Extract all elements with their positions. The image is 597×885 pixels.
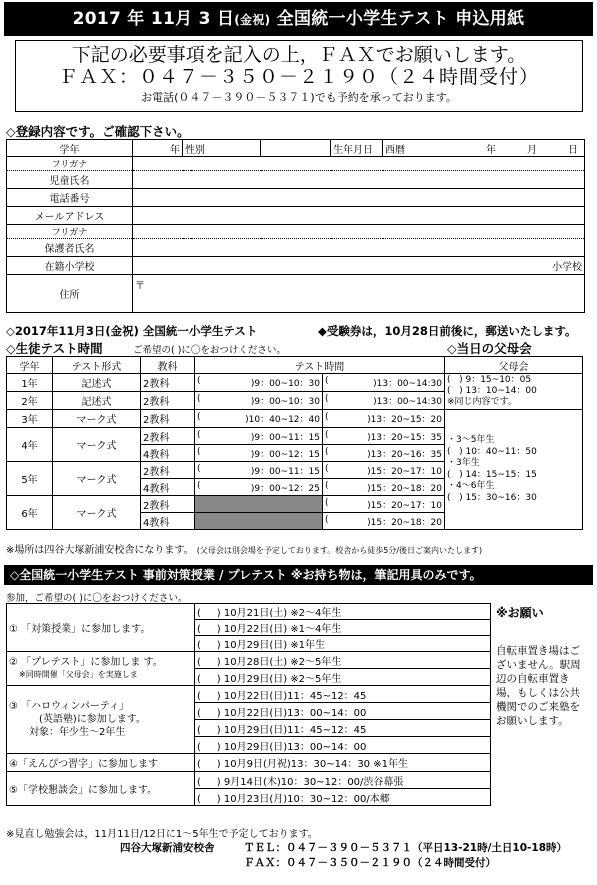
- event-label-3: ③ 「ハロウィンパーティ」 (英語塾)に参加します。 対象：年少生～2年生: [7, 686, 195, 754]
- email-label: メールアドレス: [7, 207, 133, 225]
- parent-meeting-36[interactable]: ・3～5年生 ( ) 10：40~11：50 ・3年生 ( ) 14：15~15：15 ・4～6年生 ( ) 15：30~16：30: [445, 410, 583, 530]
- email-input[interactable]: [133, 207, 585, 225]
- notice-body: 自転車置き場はございません。駅周辺の自転車置き場，もしくは公共機関でのご来塾をお願いします。: [496, 645, 581, 727]
- review-note: ※見直し勉強会は，11月11日/12日に1～5年生で予定しております。: [6, 829, 318, 840]
- event-option[interactable]: ( ) 10月22日(日) ※1～4年生: [195, 620, 491, 636]
- col-parent: 父母会: [445, 357, 583, 374]
- event-instruction: 参加，ご希望の( )に〇をおつけください。: [6, 593, 188, 604]
- school-input[interactable]: 小学校: [133, 257, 585, 275]
- grade-cell: 5年: [7, 462, 53, 496]
- event-option[interactable]: ( ) 10月9日(月祝)13：30~14：30 ※1年生: [195, 754, 491, 772]
- time-option[interactable]: ( )15：20~17：10: [323, 462, 445, 479]
- day-char: 日: [568, 144, 578, 156]
- fax-line-1: 下記の必要事項を記入の上，ＦＡＸでお願いします。: [71, 44, 527, 66]
- time-option[interactable]: ( )15：20~18：20: [323, 479, 445, 496]
- title-holiday: (金祝): [234, 13, 271, 27]
- time-option[interactable]: ( )13：20~16：35: [323, 445, 445, 462]
- time-option[interactable]: ( )13：20~15：20: [323, 410, 445, 428]
- year-char: 年: [486, 144, 496, 156]
- format-cell: 記述式: [53, 392, 141, 410]
- fax-instructions: [15, 40, 583, 112]
- gender-label: 性別: [183, 140, 261, 157]
- time-option[interactable]: ( )13：20~15：35: [323, 428, 445, 445]
- time-option[interactable]: ( )13：00~14:30: [323, 392, 445, 410]
- child-name-input[interactable]: [133, 171, 585, 189]
- event-option[interactable]: ( ) 10月29日(日) ※1年生: [195, 636, 491, 652]
- col-grade: 学年: [7, 357, 53, 374]
- child-furigana-label: フリガナ: [7, 157, 133, 171]
- col-time: テスト時間: [195, 357, 445, 374]
- time-option-disabled: [195, 496, 323, 513]
- test-time-title: ◇生徒テスト時間: [6, 341, 103, 356]
- time-option[interactable]: ( )10：40~12：40: [195, 410, 323, 428]
- school-label: 在籍小学校: [7, 257, 133, 275]
- event-option[interactable]: ( ) 10月29日(日)11：45~12：45: [195, 720, 491, 737]
- guardian-name-label: 保護者氏名: [7, 239, 133, 257]
- event-option[interactable]: ( ) 10月22日(日)13：00~14：00: [195, 703, 491, 720]
- grade-cell: 6年: [7, 496, 53, 530]
- time-option[interactable]: ( )9：00~12：15: [195, 445, 323, 462]
- event-option[interactable]: ( ) 9月14日(木)10：30~12：00/渋谷幕張: [195, 772, 491, 789]
- time-option[interactable]: ( )9：00~10：30: [195, 374, 323, 392]
- gender-input[interactable]: [261, 140, 331, 157]
- subject-cell: 2教科: [141, 374, 195, 392]
- time-option[interactable]: ( )9：00~11：15: [195, 428, 323, 445]
- format-cell: マーク式: [53, 428, 141, 462]
- test-schedule-table: [6, 356, 583, 530]
- parent-meeting-title: ◇当日の父母会: [447, 341, 532, 356]
- grade-label: 学年: [7, 140, 133, 157]
- time-option[interactable]: ( )15：20~18：20: [323, 513, 445, 530]
- registration-title: ◇登録内容です。ご確認下さい。: [6, 124, 190, 139]
- time-option[interactable]: ( )9：00~10：30: [195, 392, 323, 410]
- registration-table: [6, 139, 585, 313]
- title-text: 全国統一小学生テスト 申込用紙: [270, 9, 525, 29]
- fax-number: ＦＡＸ：０４７－３５０－２１９０（２４時間受付）: [58, 66, 539, 88]
- format-cell: マーク式: [53, 496, 141, 530]
- grade-cell: 4年: [7, 428, 53, 462]
- title-date: 2017 年 11月 3 日: [72, 9, 235, 29]
- format-cell: マーク式: [53, 462, 141, 496]
- child-furigana-input[interactable]: [133, 157, 585, 171]
- guardian-name-input[interactable]: [133, 239, 585, 257]
- event-label-1: ① 「対策授業」に参加します。: [7, 604, 195, 652]
- time-option-disabled: [195, 513, 323, 530]
- address-label: 住所: [7, 275, 133, 313]
- subject-cell: 2教科: [141, 496, 195, 513]
- parent-meeting-12[interactable]: ( ) 9：15~10：05 ( ) 13：10~14：00 ※同じ内容です。: [445, 374, 583, 410]
- child-name-label: 児童氏名: [7, 171, 133, 189]
- col-format: テスト形式: [53, 357, 141, 374]
- event-label-5: ⑤「学校懇談会」に参加します。: [7, 772, 195, 806]
- phone-note: お電話(０４７－３９０－５３７１)でも予約を承っております。: [141, 91, 457, 104]
- subject-cell: 4教科: [141, 479, 195, 496]
- col-subjects: 教科: [141, 357, 195, 374]
- event-table: [6, 603, 491, 806]
- ticket-note: ◆受験券は，10月28日前後に，郵送いたします。: [318, 324, 577, 338]
- grade-cell: 3年: [7, 410, 53, 428]
- event-label-2: ② 「プレテスト」に参加しま す。 ※同時開催「父母会」を実施しま: [7, 652, 195, 686]
- event-section-title: ◇全国統一小学生テスト 事前対策授業 / プレテスト ※お持ち物は，筆記用具のみです。: [4, 565, 593, 585]
- footer-school: 四谷大塚新浦安校舎: [120, 842, 215, 854]
- time-option[interactable]: ( )9：00~11：15: [195, 462, 323, 479]
- notice-title: ※お願い: [496, 606, 544, 620]
- time-option[interactable]: ( )13：00~14:30: [323, 374, 445, 392]
- test-date-title: ◇2017年11月3日(金祝) 全国統一小学生テスト: [6, 324, 258, 338]
- guardian-furigana-label: フリガナ: [7, 225, 133, 239]
- phone-label: 電話番号: [7, 189, 133, 207]
- time-option[interactable]: ( )15：20~17：10: [323, 496, 445, 513]
- location-note: ※場所は四谷大塚新浦安校舎になります。 (父母会は別会場を予定しております。校舎から徒歩5分/後日ご案内いたします): [6, 545, 483, 556]
- grade-cell: 1年: [7, 374, 53, 392]
- event-option[interactable]: ( ) 10月23日(月)10：30~12：00/本郷: [195, 789, 491, 806]
- birth-label: 生年月日: [331, 140, 383, 157]
- format-cell: マーク式: [53, 410, 141, 428]
- subject-cell: 2教科: [141, 410, 195, 428]
- time-option[interactable]: ( )9：00~12：25: [195, 479, 323, 496]
- format-cell: 記述式: [53, 374, 141, 392]
- subject-cell: 2教科: [141, 462, 195, 479]
- test-time-note: ご希望の( )に〇をおつけください。: [133, 345, 286, 356]
- event-option[interactable]: ( ) 10月28日(土) ※2～5年生: [195, 652, 491, 669]
- event-option[interactable]: ( ) 10月29日(日) ※2～5年生: [195, 669, 491, 686]
- guardian-furigana-input[interactable]: [133, 225, 585, 239]
- subject-cell: 2教科: [141, 392, 195, 410]
- month-char: 月: [527, 144, 537, 156]
- footer-tel: ＴＥＬ：０４７－３９０－５３７１（平日13-21時/土日10-18時）: [244, 842, 567, 854]
- event-option[interactable]: ( ) 10月22日(日)11：45~12：45: [195, 686, 491, 703]
- grade-cell: 2年: [7, 392, 53, 410]
- subject-cell: 4教科: [141, 513, 195, 530]
- phone-input[interactable]: [133, 189, 585, 207]
- era-label: 西暦: [385, 144, 405, 156]
- event-option[interactable]: ( ) 10月29日(日)13：00~14：00: [195, 737, 491, 754]
- event-option[interactable]: ( ) 10月21日(土) ※2～4年生: [195, 604, 491, 620]
- subject-cell: 2教科: [141, 428, 195, 445]
- footer-fax: ＦＡＸ：０４７－３５０－２１９０（２４時間受付）: [244, 857, 496, 869]
- event-label-4: ④「えんぴつ習字」に参加します: [7, 754, 195, 772]
- birth-input[interactable]: [383, 140, 585, 157]
- address-input[interactable]: 〒: [133, 275, 585, 313]
- form-title: [4, 2, 593, 36]
- grade-input[interactable]: 年: [133, 140, 183, 157]
- subject-cell: 4教科: [141, 445, 195, 462]
